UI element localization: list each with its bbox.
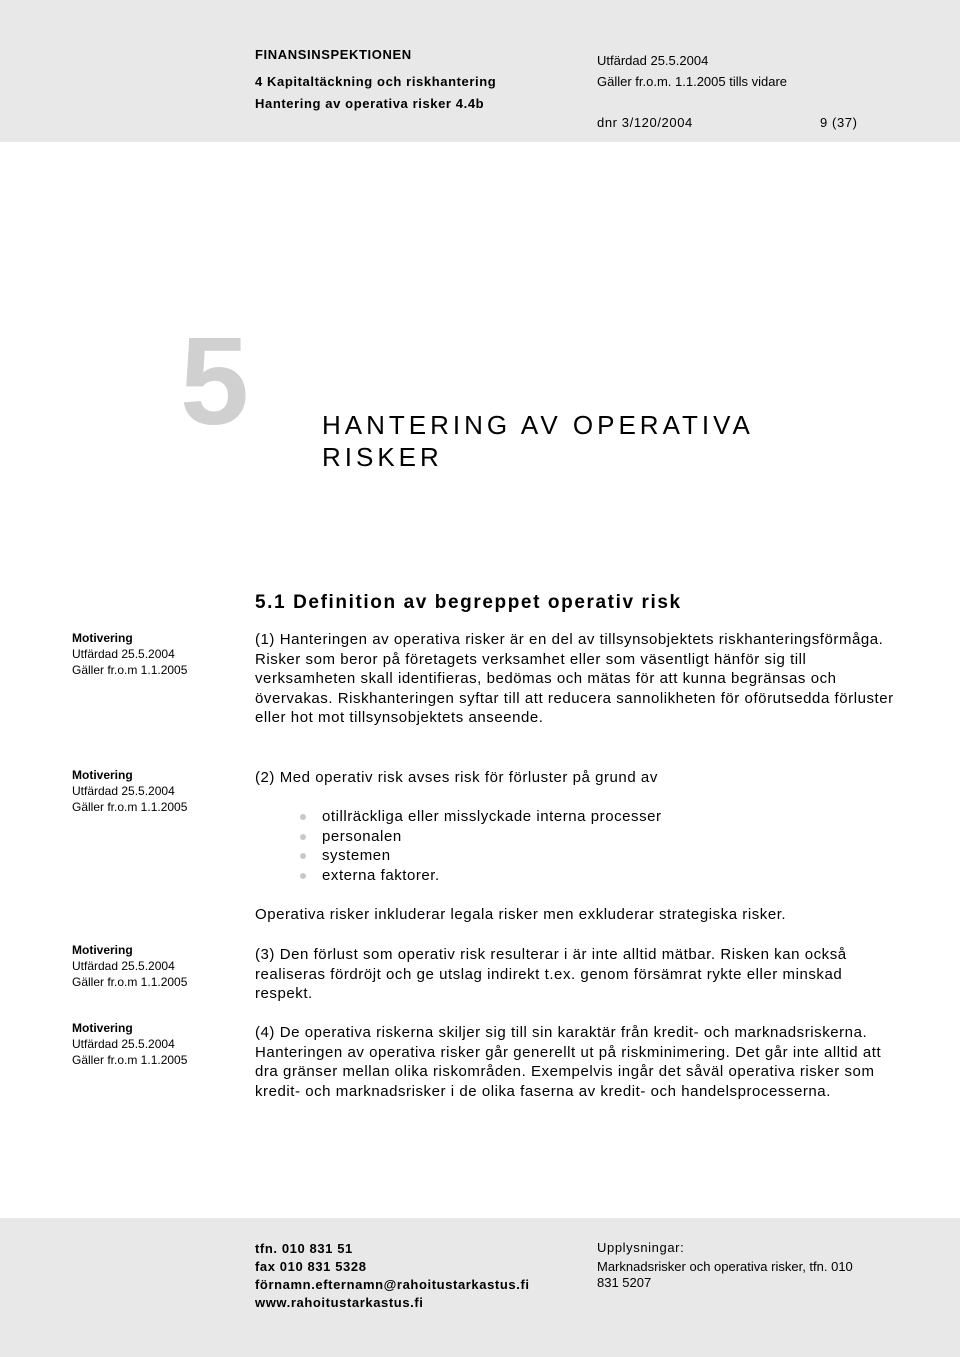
document-subtitle: Hantering av operativa risker 4.4b [255,96,485,111]
paragraph-2: (2) Med operativ risk avses risk för förluster på grund av [255,769,658,786]
margin-note-valid: Gäller fr.o.m 1.1.2005 [72,1053,188,1067]
info-block [597,1240,853,1291]
website-link[interactable]: www.rahoitustarkastus.fi [255,1295,424,1310]
fax-number: fax 010 831 5328 [255,1259,367,1274]
chapter-title: HANTERING AV OPERATIVA RISKER [322,410,753,472]
margin-note-title: Motivering [72,1021,133,1035]
bullet-icon [300,834,306,840]
list-item: externa faktorer. [300,866,662,886]
margin-note-title: Motivering [72,943,133,957]
margin-note-valid: Gäller fr.o.m 1.1.2005 [72,800,188,814]
margin-note [72,942,187,990]
paragraph-2-note: Operativa risker inkluderar legala risker men exkluderar strategiska risker. [255,906,787,923]
page-footer [0,1218,960,1357]
margin-note-issued: Utfärdad 25.5.2004 [72,1037,175,1051]
paragraph-4: (4) De operativa riskerna skiljer sig till sin karaktär från kredit- och marknadsriskerna. Hanteringen av operativa risker går generellt ut på riskminimering. Det går inte alltid att dra gränser mellan olika riskområden. Exempelvis ingår det såväl operativa risker som kredit- och marknadsrisker i de olika faserna av kredit- och handelsprocesserna. [255,1024,882,1100]
margin-note [72,1020,187,1068]
section-heading: 5.1 Definition av begreppet operativ risk [255,592,682,613]
issued-date: Utfärdad 25.5.2004 [597,53,709,68]
bullet-icon [300,814,306,820]
info-label: Upplysningar: [597,1240,685,1255]
margin-note-issued: Utfärdad 25.5.2004 [72,959,175,973]
list-item: personalen [300,827,662,847]
reference-number: dnr 3/120/2004 [597,115,693,130]
org-name: FINANSINSPEKTIONEN [255,47,412,62]
chapter-number: 5 [180,313,249,451]
margin-note-title: Motivering [72,768,133,782]
bullet-list [300,807,662,885]
margin-note-issued: Utfärdad 25.5.2004 [72,784,175,798]
paragraph-3: (3) Den förlust som operativ risk resulterar i är inte alltid mätbar. Risken kan också realiseras fördröjt och ge utslag indirekt t.ex. genom försämrat rykte eller minskad respekt. [255,946,847,1003]
email-address: förnamn.efternamn@rahoitustarkastus.fi [255,1277,530,1292]
info-line: 831 5207 [597,1275,652,1290]
margin-note [72,630,187,678]
page-header [0,0,960,142]
document-title: 4 Kapitaltäckning och riskhantering [255,74,497,89]
list-item: systemen [300,846,662,866]
margin-note-title: Motivering [72,631,133,645]
margin-note-issued: Utfärdad 25.5.2004 [72,647,175,661]
margin-note-valid: Gäller fr.o.m 1.1.2005 [72,975,188,989]
margin-note [72,767,187,815]
page-number: 9 (37) [820,115,858,130]
valid-from: Gäller fr.o.m. 1.1.2005 tills vidare [597,74,788,89]
phone-number: tfn. 010 831 51 [255,1241,353,1256]
bullet-icon [300,853,306,859]
list-item: otillräckliga eller misslyckade interna processer [300,807,662,827]
paragraph-1: (1) Hanteringen av operativa risker är en del av tillsynsobjektets riskhanteringsförmåga. Risker som beror på företagets verksamhet eller som väsentligt hänför sig till verksamheten skall identifieras, bedömas och mätas för att kunna begränsas och övervakas. Riskhanteringen syftar till att reducera sannolikheten för oförutsedda förluster eller hot mot tillsynsobjektets anseende. [255,631,894,727]
contact-block [255,1240,530,1312]
bullet-icon [300,873,306,879]
info-line: Marknadsrisker och operativa risker, tfn. 010 [597,1259,853,1274]
margin-note-valid: Gäller fr.o.m 1.1.2005 [72,663,188,677]
